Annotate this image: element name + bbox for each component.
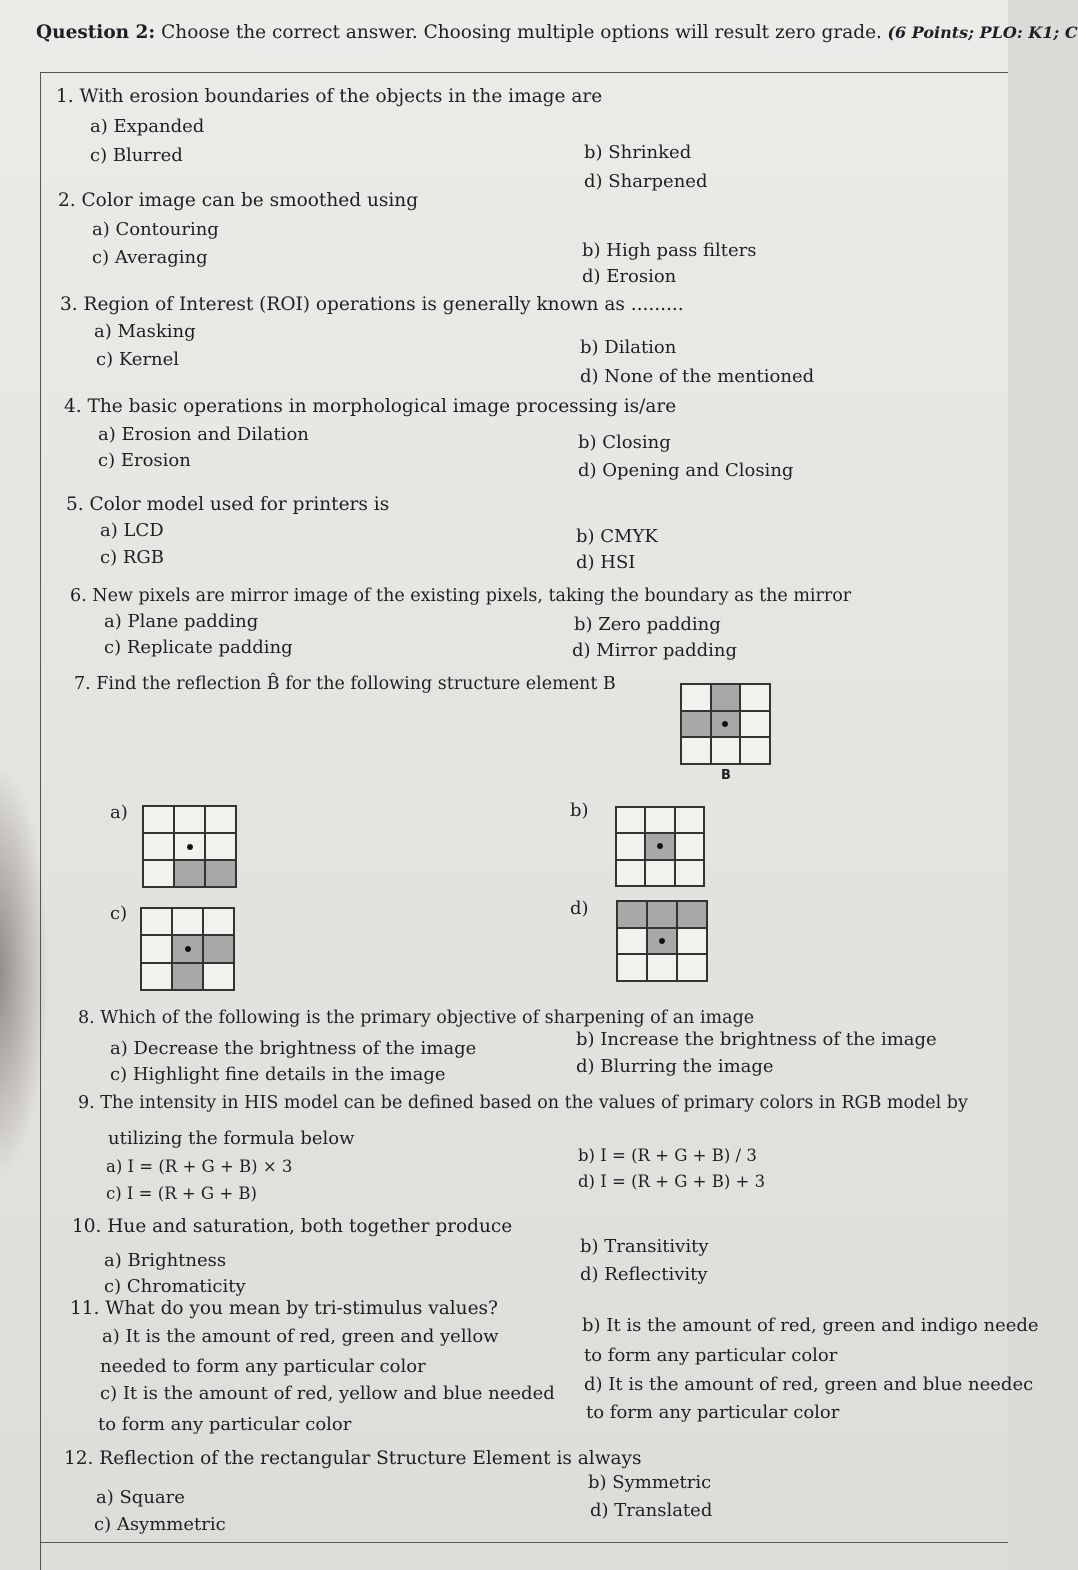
- q3-option-b[interactable]: b) Dilation: [580, 337, 677, 358]
- grid-cell: [141, 963, 172, 990]
- header-instruction: Choose the correct answer. Choosing multiple options will result zero grade.: [155, 22, 882, 43]
- question-10: 10. Hue and saturation, both together produce: [72, 1216, 513, 1237]
- q11-option-b[interactable]: b) It is the amount of red, green and indigo neede: [582, 1315, 1039, 1336]
- q8-option-b[interactable]: b) Increase the brightness of the image: [576, 1029, 937, 1050]
- grid-cell-shaded: [203, 935, 234, 962]
- grid-cell-origin: [647, 928, 677, 955]
- q11-option-b-continued: to form any particular color: [584, 1345, 838, 1366]
- question-1: 1. With erosion boundaries of the objects in the image are: [56, 86, 603, 107]
- grid-cell: [141, 935, 172, 962]
- q1-option-d[interactable]: d) Sharpened: [584, 171, 708, 192]
- q6-option-a[interactable]: a) Plane padding: [104, 611, 259, 632]
- q9-option-b[interactable]: b) I = (R + G + B) / 3: [578, 1146, 757, 1165]
- grid-cell: [675, 860, 704, 886]
- question-8: 8. Which of the following is the primary objective of sharpening of an image: [78, 1008, 755, 1028]
- q2-option-b[interactable]: b) High pass filters: [582, 240, 757, 261]
- b-cell: [740, 684, 770, 711]
- q10-option-b[interactable]: b) Transitivity: [580, 1236, 709, 1257]
- grid-cell: [143, 833, 174, 860]
- q6-option-d[interactable]: d) Mirror padding: [572, 640, 737, 661]
- q1-option-a[interactable]: a) Expanded: [90, 116, 205, 137]
- q11-option-c[interactable]: c) It is the amount of red, yellow and blue needed: [100, 1383, 555, 1404]
- grid-cell: [172, 908, 203, 935]
- q3-option-a[interactable]: a) Masking: [94, 321, 196, 342]
- grid-cell: [675, 807, 704, 833]
- q4-option-a[interactable]: a) Erosion and Dilation: [98, 424, 309, 445]
- q7-option-d[interactable]: d): [570, 898, 589, 919]
- q11-option-d[interactable]: d) It is the amount of red, green and blue needec: [584, 1374, 1034, 1395]
- frame-top-line: [40, 72, 1008, 73]
- q12-option-c[interactable]: c) Asymmetric: [94, 1514, 226, 1535]
- q11-option-d-continued: to form any particular color: [586, 1402, 840, 1423]
- hand-shadow: [0, 760, 50, 1180]
- grid-cell: [203, 908, 234, 935]
- b-cell-origin: [711, 711, 741, 738]
- q7-option-a-grid[interactable]: [142, 805, 237, 888]
- b-cell: [740, 737, 770, 764]
- grid-cell: [645, 860, 674, 886]
- grid-cell: [616, 860, 645, 886]
- q7-option-b-grid[interactable]: [615, 806, 705, 887]
- frame-left-line: [40, 72, 41, 1570]
- q7-option-a[interactable]: a): [110, 802, 128, 823]
- grid-cell-origin: [172, 935, 203, 962]
- question-7: 7. Find the reflection B̂ for the following structure element B: [74, 674, 616, 694]
- q7-option-d-grid[interactable]: [616, 900, 708, 982]
- grid-cell-shaded: [677, 901, 707, 928]
- q6-option-c[interactable]: c) Replicate padding: [104, 637, 293, 658]
- grid-cell: [675, 833, 704, 859]
- q5-option-d[interactable]: d) HSI: [576, 552, 636, 573]
- grid-cell: [205, 833, 236, 860]
- structure-element-label: B: [721, 768, 731, 783]
- b-cell: [681, 737, 711, 764]
- grid-cell: [617, 928, 647, 955]
- b-cell: [740, 711, 770, 738]
- q12-option-a[interactable]: a) Square: [96, 1487, 185, 1508]
- q8-option-c[interactable]: c) Highlight fine details in the image: [110, 1064, 446, 1085]
- q11-option-a[interactable]: a) It is the amount of red, green and yellow: [102, 1326, 499, 1347]
- q9-option-d[interactable]: d) I = (R + G + B) + 3: [578, 1172, 766, 1191]
- q1-option-c[interactable]: c) Blurred: [90, 145, 183, 166]
- grid-cell: [647, 954, 677, 981]
- question-4: 4. The basic operations in morphological image processing is/are: [64, 396, 677, 417]
- grid-cell: [677, 928, 707, 955]
- q8-option-a[interactable]: a) Decrease the brightness of the image: [110, 1038, 477, 1059]
- grid-cell: [617, 954, 647, 981]
- grid-cell: [203, 963, 234, 990]
- q7-option-c-grid[interactable]: [140, 907, 235, 991]
- q4-option-b[interactable]: b) Closing: [578, 432, 671, 453]
- b-cell: [681, 684, 711, 711]
- question-9: 9. The intensity in HIS model can be defined based on the values of primary colors in RGB model by: [78, 1093, 968, 1113]
- q10-option-c[interactable]: c) Chromaticity: [104, 1276, 246, 1297]
- header-points: (6 Points; PLO: K1; C: [881, 23, 1078, 42]
- q7-option-c[interactable]: c): [110, 903, 128, 924]
- q2-option-d[interactable]: d) Erosion: [582, 266, 677, 287]
- q9-option-c[interactable]: c) I = (R + G + B): [106, 1184, 257, 1203]
- question-12: 12. Reflection of the rectangular Structure Element is always: [64, 1448, 642, 1469]
- grid-cell-shaded: [205, 860, 236, 887]
- q11-option-c-continued: to form any particular color: [98, 1414, 352, 1435]
- b-cell-shaded: [681, 711, 711, 738]
- q2-option-c[interactable]: c) Averaging: [92, 247, 208, 268]
- question-5: 5. Color model used for printers is: [66, 494, 390, 515]
- q1-option-b[interactable]: b) Shrinked: [584, 142, 692, 163]
- grid-cell: [616, 833, 645, 859]
- question-2: 2. Color image can be smoothed using: [58, 190, 419, 211]
- question-header: [36, 22, 1078, 43]
- q12-option-d[interactable]: d) Translated: [590, 1500, 713, 1521]
- grid-cell: [677, 954, 707, 981]
- q11-option-a-continued: needed to form any particular color: [100, 1356, 426, 1377]
- grid-cell-shaded: [174, 860, 205, 887]
- q4-option-c[interactable]: c) Erosion: [98, 450, 191, 471]
- structure-element-b: [680, 683, 771, 765]
- question-3: 3. Region of Interest (ROI) operations is generally known as .........: [60, 294, 684, 315]
- q5-option-a[interactable]: a) LCD: [100, 520, 164, 541]
- grid-cell: [616, 807, 645, 833]
- frame-bottom-line: [40, 1542, 1008, 1543]
- q3-option-d[interactable]: d) None of the mentioned: [580, 366, 815, 387]
- question-11: 11. What do you mean by tri-stimulus values?: [70, 1298, 498, 1319]
- q8-option-d[interactable]: d) Blurring the image: [576, 1056, 774, 1077]
- grid-cell-shaded: [617, 901, 647, 928]
- grid-cell: [645, 807, 674, 833]
- q6-option-b[interactable]: b) Zero padding: [574, 614, 721, 635]
- q2-option-a[interactable]: a) Contouring: [92, 219, 219, 240]
- b-cell: [711, 737, 741, 764]
- question-9-continued: utilizing the formula below: [108, 1128, 355, 1149]
- q5-option-b[interactable]: b) CMYK: [576, 526, 658, 547]
- question-6: 6. New pixels are mirror image of the existing pixels, taking the boundary as the mirror: [70, 586, 852, 606]
- grid-cell: [174, 806, 205, 833]
- grid-cell: [143, 806, 174, 833]
- grid-cell-shaded: [647, 901, 677, 928]
- grid-cell: [141, 908, 172, 935]
- q7-option-b[interactable]: b): [570, 800, 589, 821]
- grid-cell-shaded: [172, 963, 203, 990]
- grid-cell-origin: [174, 833, 205, 860]
- q10-option-a[interactable]: a) Brightness: [104, 1250, 227, 1271]
- q10-option-d[interactable]: d) Reflectivity: [580, 1264, 708, 1285]
- header-title: Question 2:: [36, 22, 156, 43]
- grid-cell: [143, 860, 174, 887]
- b-cell-shaded: [711, 684, 741, 711]
- grid-cell: [205, 806, 236, 833]
- q12-option-b[interactable]: b) Symmetric: [588, 1472, 712, 1493]
- q4-option-d[interactable]: d) Opening and Closing: [578, 460, 794, 481]
- grid-cell-origin: [645, 833, 674, 859]
- q9-option-a[interactable]: a) I = (R + G + B) × 3: [106, 1157, 293, 1176]
- q5-option-c[interactable]: c) RGB: [100, 547, 164, 568]
- q3-option-c[interactable]: c) Kernel: [96, 349, 180, 370]
